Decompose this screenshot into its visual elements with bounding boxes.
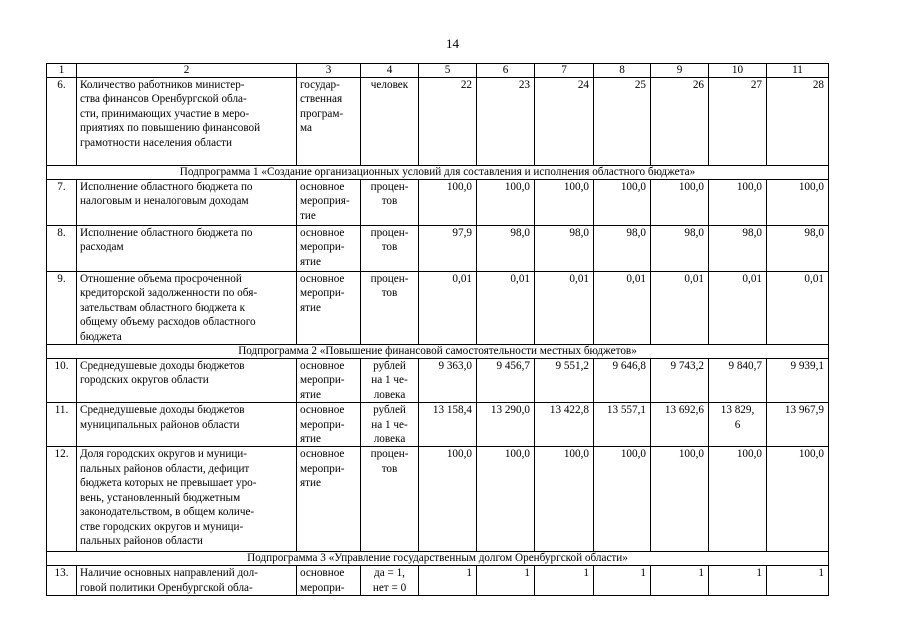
indicator-name-line: говой политики Оренбургской обла- — [80, 581, 253, 594]
value-cell — [709, 180, 767, 226]
value-cell — [594, 226, 651, 272]
indicator-name-line: бюджета — [80, 330, 122, 343]
value-line: 6 — [734, 418, 741, 431]
indicator-name-line: налоговым и неналоговым доходам — [80, 195, 249, 208]
unit-line: тов — [381, 462, 398, 475]
indicator-name — [77, 359, 297, 403]
value-cell — [651, 403, 709, 447]
value-cell — [651, 78, 709, 166]
unit-of-measure — [361, 403, 419, 447]
indicator-type-line: ятие — [300, 477, 321, 490]
value-cell — [767, 359, 829, 403]
indicator-type-line: мероприя- — [300, 195, 350, 208]
table-body — [47, 64, 829, 596]
value-cell — [594, 403, 651, 447]
value-line: 98,0 — [510, 227, 530, 239]
table-row — [47, 272, 829, 345]
value-cell — [477, 78, 535, 166]
value-line: 1 — [466, 567, 472, 580]
indicator-type-line: тие — [300, 209, 316, 222]
unit-line: тов — [381, 195, 398, 208]
value-line: 100,0 — [798, 181, 824, 193]
unit-line: тов — [381, 241, 398, 254]
value-line: 9 363,0 — [438, 360, 472, 373]
column-number: 3 — [297, 64, 361, 78]
indicator-type-line: основное — [300, 181, 345, 193]
value-line: 0,01 — [804, 273, 824, 285]
value-line: 98,0 — [804, 227, 824, 239]
indicator-type-line: государ- — [300, 79, 340, 91]
subprogram-title: Подпрограмма 1 «Создание организационных условий для составления и исполнения областного бюджета» — [47, 166, 829, 180]
row-number: 11. — [47, 403, 77, 447]
value-cell — [709, 447, 767, 552]
indicator-type-line: ственная — [300, 93, 343, 106]
value-line: 13 290,0 — [490, 404, 530, 417]
value-cell — [651, 566, 709, 596]
value-line: 100,0 — [678, 181, 704, 193]
row-number: 6. — [47, 78, 77, 166]
indicator-name-line: Доля городских округов и муници- — [80, 448, 248, 461]
indicator-type-line: основное — [300, 404, 345, 417]
value-cell — [767, 226, 829, 272]
value-cell — [419, 566, 477, 596]
indicator-type-line: меропри- — [300, 462, 345, 475]
indicator-name-line: Наличие основных направлений дол- — [80, 567, 258, 580]
indicator-type — [297, 272, 361, 345]
value-cell — [651, 359, 709, 403]
value-line: 13 158,4 — [432, 404, 472, 417]
value-line: 13 829, — [720, 404, 755, 417]
value-cell — [709, 272, 767, 345]
table-row — [47, 403, 829, 447]
value-cell — [594, 78, 651, 166]
indicator-name-line: вень, установленный бюджетным — [80, 491, 241, 504]
value-line: 100,0 — [736, 181, 762, 193]
value-cell — [419, 359, 477, 403]
value-cell — [767, 78, 829, 166]
indicator-type-line: основное — [300, 227, 345, 239]
indicator-type-line: ма — [300, 122, 312, 135]
subprogram-row — [47, 345, 829, 359]
unit-of-measure — [361, 359, 419, 403]
value-line: 100,0 — [563, 448, 589, 461]
value-line: 100,0 — [620, 448, 646, 461]
value-cell — [419, 78, 477, 166]
value-line: 98,0 — [684, 227, 704, 239]
indicator-type — [297, 226, 361, 272]
indicator-name-line: ства финансов Оренбургской обла- — [80, 93, 247, 106]
value-line: 9 646,8 — [612, 360, 646, 373]
value-line: 1 — [698, 567, 704, 580]
indicator-name-line: муниципальных районов области — [80, 418, 240, 431]
value-cell — [767, 180, 829, 226]
column-number: 6 — [477, 64, 535, 78]
row-number: 12. — [47, 447, 77, 552]
indicator-name-line: Исполнение областного бюджета по — [80, 181, 253, 193]
value-cell — [594, 180, 651, 226]
column-number-row — [47, 64, 829, 78]
value-line: 0,01 — [626, 273, 646, 285]
unit-line: процен- — [370, 181, 409, 193]
indicator-name-line: приятиях по повышению финансовой — [80, 122, 261, 135]
value-line: 28 — [812, 79, 824, 91]
indicator-type — [297, 403, 361, 447]
value-line: 1 — [640, 567, 646, 580]
indicator-type — [297, 180, 361, 226]
unit-line: нет = 0 — [372, 581, 407, 594]
indicator-name-line: грамотности населения области — [80, 136, 232, 149]
value-line: 97,9 — [452, 227, 472, 239]
value-cell — [477, 403, 535, 447]
value-cell — [419, 403, 477, 447]
row-number: 10. — [47, 359, 77, 403]
column-number: 10 — [709, 64, 767, 78]
unit-line: рублей — [373, 360, 406, 373]
value-line: 23 — [518, 79, 530, 91]
value-line: 26 — [692, 79, 704, 91]
unit-line: человек — [370, 79, 409, 91]
value-cell — [477, 272, 535, 345]
table-row — [47, 359, 829, 403]
indicator-type-line: ятие — [300, 255, 321, 268]
value-cell — [535, 359, 594, 403]
value-cell — [535, 272, 594, 345]
value-line: 1 — [818, 567, 824, 580]
unit-line: тов — [381, 287, 398, 300]
value-cell — [594, 566, 651, 596]
value-line: 0,01 — [569, 273, 589, 285]
indicator-name-line: Среднедушевые доходы бюджетов — [80, 404, 245, 417]
value-line: 98,0 — [626, 227, 646, 239]
unit-line: на 1 че- — [371, 418, 408, 431]
value-cell — [594, 272, 651, 345]
indicator-name — [77, 78, 297, 166]
column-number: 8 — [594, 64, 651, 78]
value-cell — [477, 447, 535, 552]
unit-of-measure — [361, 226, 419, 272]
indicator-type-line: програм- — [300, 107, 344, 120]
indicator-name — [77, 566, 297, 596]
value-line: 0,01 — [452, 273, 472, 285]
value-line: 9 456,7 — [496, 360, 530, 373]
indicator-type-line: ятие — [300, 301, 321, 314]
unit-line: процен- — [370, 273, 409, 285]
indicator-name-line: зательствам областного бюджета к — [80, 301, 246, 314]
value-line: 13 967,9 — [784, 404, 824, 417]
value-cell — [535, 403, 594, 447]
indicator-name-line: кредиторской задолженности по обя- — [80, 287, 258, 300]
unit-line: рублей — [373, 404, 406, 417]
value-line: 9 840,7 — [728, 360, 762, 373]
indicator-name — [77, 447, 297, 552]
value-line: 22 — [460, 79, 472, 91]
unit-line: на 1 че- — [371, 374, 408, 387]
unit-of-measure — [361, 78, 419, 166]
value-cell — [651, 447, 709, 552]
value-cell — [477, 566, 535, 596]
value-cell — [651, 180, 709, 226]
indicator-type-line: меропри- — [300, 418, 345, 431]
value-cell — [594, 359, 651, 403]
value-line: 100,0 — [504, 448, 530, 461]
value-cell — [477, 359, 535, 403]
row-number: 7. — [47, 180, 77, 226]
value-line: 1 — [524, 567, 530, 580]
indicator-type-line: основное — [300, 273, 345, 285]
indicator-name — [77, 180, 297, 226]
table-row — [47, 447, 829, 552]
unit-of-measure — [361, 566, 419, 596]
value-line: 100,0 — [504, 181, 530, 193]
column-number: 2 — [77, 64, 297, 78]
value-line: 9 551,2 — [555, 360, 589, 373]
value-line: 0,01 — [684, 273, 704, 285]
value-line: 24 — [577, 79, 589, 91]
value-line: 98,0 — [569, 227, 589, 239]
value-line: 25 — [634, 79, 646, 91]
indicator-type — [297, 447, 361, 552]
value-cell — [419, 447, 477, 552]
value-cell — [535, 226, 594, 272]
unit-line: процен- — [370, 448, 409, 461]
row-number: 8. — [47, 226, 77, 272]
value-line: 27 — [750, 79, 762, 91]
indicator-type-line: меропри- — [300, 581, 345, 594]
value-line: 13 557,1 — [606, 404, 646, 417]
value-cell — [651, 226, 709, 272]
unit-line: ловека — [373, 388, 406, 401]
unit-of-measure — [361, 272, 419, 345]
table-row — [47, 226, 829, 272]
value-line: 100,0 — [446, 448, 472, 461]
indicators-table — [46, 63, 829, 596]
indicator-type — [297, 566, 361, 596]
subprogram-title: Подпрограмма 2 «Повышение финансовой самостоятельности местных бюджетов» — [47, 345, 829, 359]
indicator-type-line: основное — [300, 360, 345, 373]
indicator-name-line: Отношение объема просроченной — [80, 273, 242, 285]
value-line: 9 743,2 — [670, 360, 704, 373]
indicator-type-line: ятие — [300, 388, 321, 401]
column-number: 9 — [651, 64, 709, 78]
value-line: 9 939,1 — [790, 360, 824, 373]
value-cell — [419, 180, 477, 226]
value-cell — [419, 226, 477, 272]
indicator-name-line: Среднедушевые доходы бюджетов — [80, 360, 245, 373]
indicator-name — [77, 226, 297, 272]
value-line: 100,0 — [620, 181, 646, 193]
subprogram-row — [47, 552, 829, 566]
value-line: 100,0 — [563, 181, 589, 193]
indicator-type-line: ятие — [300, 433, 321, 446]
table-row — [47, 180, 829, 226]
indicator-name-line: Количество работников министер- — [80, 79, 245, 91]
value-cell — [709, 403, 767, 447]
indicator-type-line: меропри- — [300, 241, 345, 254]
value-cell — [477, 180, 535, 226]
indicator-type-line: меропри- — [300, 374, 345, 387]
indicator-name — [77, 272, 297, 345]
value-line: 100,0 — [446, 181, 472, 193]
page-number: 14 — [446, 36, 459, 51]
value-cell — [709, 226, 767, 272]
column-number: 1 — [47, 64, 77, 78]
row-number: 13. — [47, 566, 77, 596]
value-cell — [767, 566, 829, 596]
indicator-name-line: городских округов области — [80, 374, 209, 387]
subprogram-title: Подпрограмма 3 «Управление государственным долгом Оренбургской области» — [47, 552, 829, 566]
unit-line: ловека — [373, 433, 406, 446]
value-cell — [767, 403, 829, 447]
column-number: 5 — [419, 64, 477, 78]
indicator-name-line: стве городских округов и муници- — [80, 520, 244, 533]
value-cell — [535, 566, 594, 596]
table-row — [47, 78, 829, 166]
value-line: 13 422,8 — [549, 404, 589, 417]
value-line: 100,0 — [736, 448, 762, 461]
row-number: 9. — [47, 272, 77, 345]
value-cell — [709, 78, 767, 166]
indicator-type — [297, 359, 361, 403]
value-cell — [594, 447, 651, 552]
value-line: 0,01 — [510, 273, 530, 285]
indicator-name-line: пальных районов области, дефицит — [80, 462, 250, 475]
value-cell — [535, 78, 594, 166]
column-number: 4 — [361, 64, 419, 78]
indicator-type — [297, 78, 361, 166]
value-line: 100,0 — [798, 448, 824, 461]
indicator-type-line: меропри- — [300, 287, 345, 300]
value-cell — [535, 180, 594, 226]
unit-line: да = 1, — [374, 567, 405, 580]
table-row — [47, 566, 829, 596]
subprogram-row — [47, 166, 829, 180]
indicator-name-line: общему объему расходов областного — [80, 316, 256, 329]
indicator-name-line: пальных районов области — [80, 534, 203, 547]
indicator-type-line: основное — [300, 567, 345, 580]
value-line: 100,0 — [678, 448, 704, 461]
value-cell — [477, 226, 535, 272]
value-cell — [767, 447, 829, 552]
value-cell — [709, 566, 767, 596]
value-cell — [419, 272, 477, 345]
unit-of-measure — [361, 447, 419, 552]
indicator-name-line: сти, принимающих участие в меро- — [80, 107, 250, 120]
indicator-type-line: основное — [300, 448, 345, 461]
value-line: 0,01 — [742, 273, 762, 285]
indicator-name-line: законодательством, в общем количе- — [80, 506, 255, 519]
value-cell — [535, 447, 594, 552]
indicator-name-line: расходам — [80, 241, 124, 254]
value-cell — [651, 272, 709, 345]
value-cell — [767, 272, 829, 345]
unit-of-measure — [361, 180, 419, 226]
indicator-name-line: Исполнение областного бюджета по — [80, 227, 253, 239]
unit-line: процен- — [370, 227, 409, 239]
indicator-name — [77, 403, 297, 447]
value-cell — [709, 359, 767, 403]
value-line: 13 692,6 — [664, 404, 704, 417]
column-number: 11 — [767, 64, 829, 78]
value-line: 1 — [583, 567, 589, 580]
indicator-name-line: бюджета которых не превышает уро- — [80, 477, 257, 490]
value-line: 1 — [756, 567, 762, 580]
column-number: 7 — [535, 64, 594, 78]
value-line: 98,0 — [742, 227, 762, 239]
